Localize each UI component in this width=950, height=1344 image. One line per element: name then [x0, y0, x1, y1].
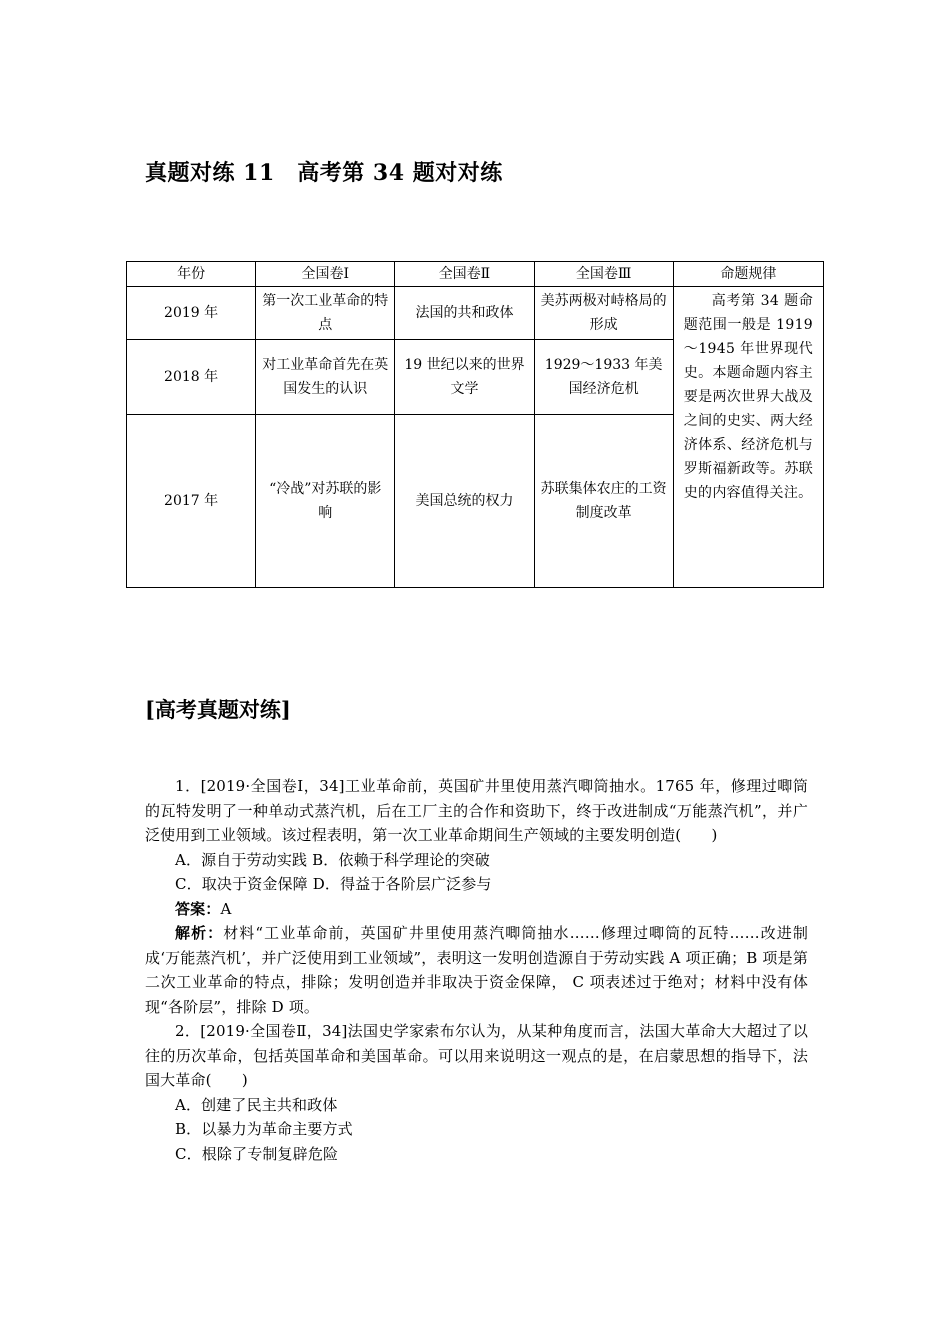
answer-label: 答案： — [175, 899, 221, 918]
question-2-option-a: A．创建了民主共和政体 — [175, 1095, 338, 1114]
cell-paper-2: 19 世纪以来的世界文学 — [395, 340, 534, 415]
question-1-answer — [145, 897, 808, 922]
table-header-row — [127, 262, 824, 287]
header-year: 年份 — [127, 262, 256, 287]
header-paper-2: 全国卷Ⅱ — [395, 262, 534, 287]
page-title: 真题对练 11 高考第 34 题对对练 — [145, 160, 503, 186]
question-1-analysis — [145, 921, 808, 1019]
analysis-label: 解析： — [175, 924, 224, 942]
header-rule: 命题规律 — [673, 262, 823, 287]
summary-table — [126, 261, 824, 588]
cell-paper-3: 苏联集体农庄的工资制度改革 — [534, 415, 673, 588]
cell-paper-3: 美苏两极对峙格局的形成 — [534, 287, 673, 340]
cell-paper-2: 美国总统的权力 — [395, 415, 534, 588]
cell-year: 2018 年 — [127, 340, 256, 415]
header-paper-3: 全国卷Ⅲ — [534, 262, 673, 287]
header-paper-1: 全国卷Ⅰ — [256, 262, 395, 287]
cell-paper-1: “冷战”对苏联的影响 — [256, 415, 395, 588]
question-1-options-cd: C．取决于资金保障 D．得益于各阶层广泛参与 — [175, 875, 492, 893]
cell-rule — [673, 287, 823, 588]
question-2-option-c: C．根除了专制复辟危险 — [175, 1144, 339, 1163]
section-heading: [高考真题对练] — [145, 697, 291, 722]
table-row — [127, 287, 824, 340]
cell-paper-1: 第一次工业革命的特点 — [256, 287, 395, 340]
question-2-option-b: B．以暴力为革命主要方式 — [175, 1120, 353, 1138]
cell-paper-2: 法国的共和政体 — [395, 287, 534, 340]
cell-paper-1: 对工业革命首先在英国发生的认识 — [256, 340, 395, 415]
question-1-stem: 1．[2019·全国卷Ⅰ，34]工业革命前，英国矿井里使用蒸汽唧筒抽水。1765 年，修理过唧筒的瓦特发明了一种单动式蒸汽机，后在工厂主的合作和资助下，终于改进制成“万能蒸汽机”，并广泛使用到工业领域。该过程表明，第一次工业革命期间生产领域的主要发明创造( ) — [145, 777, 808, 844]
cell-year: 2017 年 — [127, 415, 256, 588]
cell-year: 2019 年 — [127, 287, 256, 340]
answer-value: A — [220, 899, 232, 918]
questions — [145, 774, 808, 1166]
question-2-stem: 2．[2019·全国卷Ⅱ，34]法国史学家索布尔认为，从某种角度而言，法国大革命大大超过了以往的历次革命，包括英国革命和美国革命。可以用来说明这一观点的是，在启蒙思想的指导下，法国大革命( ) — [145, 1022, 808, 1089]
question-1-options-ab: A．源自于劳动实践 B．依赖于科学理论的突破 — [175, 850, 490, 869]
analysis-text: 材料“工业革命前，英国矿井里使用蒸汽唧筒抽水……修理过唧筒的瓦特……改进制成‘万能蒸汽机’，并广泛使用到工业领域”，表明这一发明创造源自于劳动实践 A 项正确；B 项是第二次工业革命的特点，排除；发明创造并非取决于资金保障， C 项表述过于绝对；材料中没有体现“各阶层”，排除 D 项。 — [145, 924, 808, 1016]
rule-text: 高考第 34 题命题范围一般是 1919～1945 年世界现代史。本题命题内容主要是两次世界大战及之间的史实、两大经济体系、经济危机与罗斯福新政等。苏联史的内容值得关注。 — [683, 293, 813, 501]
cell-paper-3: 1929～1933 年美国经济危机 — [534, 340, 673, 415]
